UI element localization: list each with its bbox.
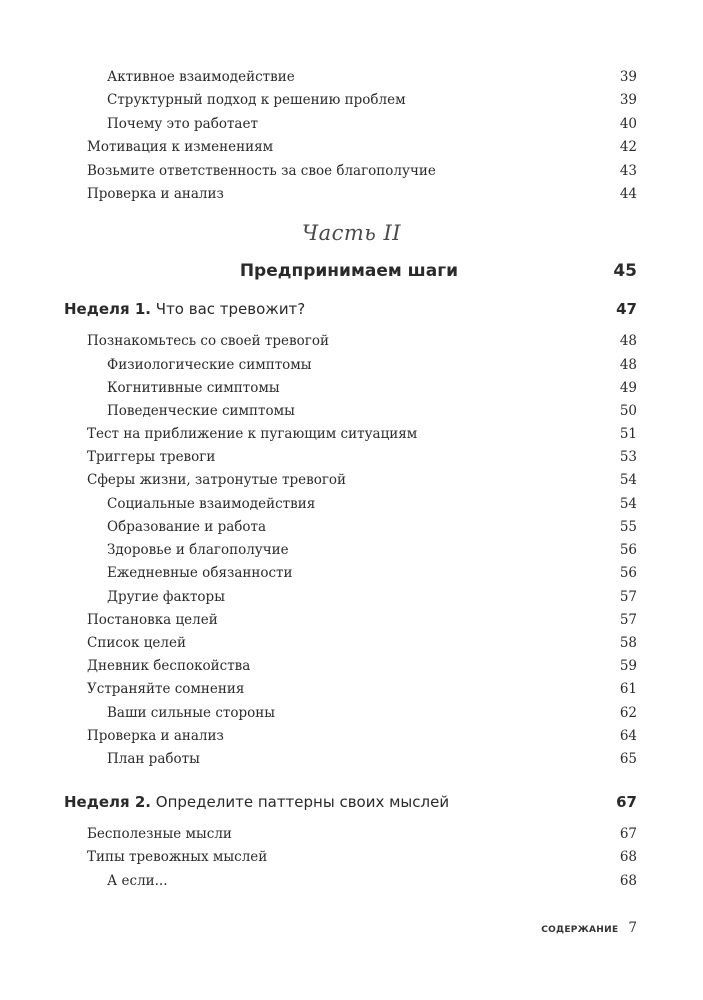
toc-entry-page: 68	[619, 873, 637, 889]
toc-entry-page: 48	[619, 333, 637, 349]
toc-entry-title: Устраняйте сомнения	[87, 681, 245, 697]
page-footer	[541, 918, 637, 938]
toc-entry-title: Когнитивные симптомы	[107, 380, 280, 396]
toc-entry-page: 64	[619, 728, 637, 744]
toc-entry	[0, 563, 703, 583]
part-label: Часть II	[301, 221, 402, 245]
toc-entry	[0, 401, 703, 421]
toc-entry-title: Проверка и анализ	[87, 728, 224, 744]
toc-entry-title: Здоровье и благополучие	[107, 542, 289, 558]
toc-entry-page: 51	[619, 426, 637, 442]
toc-entry-title: Возьмите ответственность за свое благополучие	[87, 163, 436, 179]
toc-entry-page: 61	[619, 681, 637, 697]
week-heading	[0, 790, 703, 814]
toc-entry-page: 57	[619, 589, 637, 605]
toc-entry	[0, 871, 703, 891]
toc-entry-title: Дневник беспокойства	[87, 658, 251, 674]
toc-entry-title: Мотивация к изменениям	[87, 139, 274, 155]
toc-entry-page: 54	[619, 472, 637, 488]
toc-entry-title: А если...	[107, 873, 168, 889]
toc-entry-title: Активное взаимодействие	[107, 69, 295, 85]
week-page: 47	[616, 300, 637, 318]
toc-entry-title: Другие факторы	[107, 589, 225, 605]
toc-entry-page: 44	[619, 186, 637, 202]
toc-entry	[0, 355, 703, 375]
toc-entry	[0, 610, 703, 630]
part-heading	[0, 258, 703, 284]
toc-entry	[0, 137, 703, 157]
toc-entry-title: Ваши сильные стороны	[107, 705, 275, 721]
toc-entry-title: Поведенческие симптомы	[107, 403, 295, 419]
toc-entry-page: 49	[619, 380, 637, 396]
toc-entry-page: 39	[619, 92, 637, 108]
toc-entry-title: Триггеры тревоги	[87, 449, 216, 465]
toc-entry-title: Образование и работа	[107, 519, 267, 535]
toc-entry	[0, 656, 703, 676]
toc-entry-page: 68	[619, 849, 637, 865]
toc-entry-title: Социальные взаимодействия	[107, 496, 316, 512]
toc-entry	[0, 447, 703, 467]
toc-entry-title: Постановка целей	[87, 612, 218, 628]
toc-entry	[0, 90, 703, 110]
toc-entry-title: Сферы жизни, затронутые тревогой	[87, 472, 347, 488]
toc-entry-page: 42	[619, 139, 637, 155]
toc-entry-page: 40	[619, 116, 637, 132]
part-title: Предпринимаем шаги	[239, 261, 458, 281]
toc-entry	[0, 726, 703, 746]
toc-entry-page: 65	[619, 751, 637, 767]
toc-entry-page: 58	[619, 635, 637, 651]
toc-entry-title: Проверка и анализ	[87, 186, 224, 202]
toc-entry	[0, 184, 703, 204]
week-prefix: Неделя 1.	[64, 300, 151, 318]
toc-entry	[0, 847, 703, 867]
toc-entry-title: План работы	[107, 751, 200, 767]
toc-entry-page: 48	[619, 357, 637, 373]
toc-entry-title: Физиологические симптомы	[107, 357, 312, 373]
week-page: 67	[616, 793, 637, 811]
toc-entry	[0, 749, 703, 769]
toc-entry	[0, 540, 703, 560]
toc-entry-title: Структурный подход к решению проблем	[107, 92, 406, 108]
toc-entry	[0, 470, 703, 490]
toc-entry-title: Ежедневные обязанности	[107, 565, 293, 581]
toc-entry-page: 54	[619, 496, 637, 512]
toc-entry	[0, 331, 703, 351]
toc-entry	[0, 517, 703, 537]
toc-entry-page: 56	[619, 565, 637, 581]
week-prefix: Неделя 2.	[64, 793, 151, 811]
toc-entry	[0, 494, 703, 514]
toc-entry	[0, 824, 703, 844]
toc-entry	[0, 67, 703, 87]
toc-entry-title: Тест на приближение к пугающим ситуациям	[87, 426, 418, 442]
toc-entry-page: 50	[619, 403, 637, 419]
toc-entry-page: 62	[619, 705, 637, 721]
toc-entry-page: 53	[619, 449, 637, 465]
toc-entry-title: Почему это работает	[107, 116, 258, 132]
toc-entry-page: 43	[619, 163, 637, 179]
toc-entry-page: 57	[619, 612, 637, 628]
running-footer-label: СОДЕРЖАНИЕ	[541, 925, 619, 935]
toc-entry	[0, 633, 703, 653]
week-title: Определите паттерны своих мыслей	[155, 793, 450, 811]
toc-entry-title: Познакомьтесь со своей тревогой	[87, 333, 329, 349]
toc-entry-page: 39	[619, 69, 637, 85]
part-page: 45	[613, 261, 637, 281]
toc-entry	[0, 679, 703, 699]
page-number: 7	[628, 920, 637, 936]
toc-entry	[0, 378, 703, 398]
toc-entry	[0, 587, 703, 607]
toc-entry-page: 59	[619, 658, 637, 674]
toc-entry-page: 55	[619, 519, 637, 535]
toc-entry-title: Список целей	[87, 635, 186, 651]
toc-entry	[0, 424, 703, 444]
toc-entry-title: Бесполезные мысли	[87, 826, 232, 842]
toc-entry	[0, 703, 703, 723]
toc-entry-page: 67	[619, 826, 637, 842]
week-heading	[0, 297, 703, 321]
toc-entry	[0, 114, 703, 134]
toc-entry-page: 56	[619, 542, 637, 558]
week-title: Что вас тревожит?	[155, 300, 306, 318]
toc-entry	[0, 161, 703, 181]
toc-entry-title: Типы тревожных мыслей	[87, 849, 268, 865]
